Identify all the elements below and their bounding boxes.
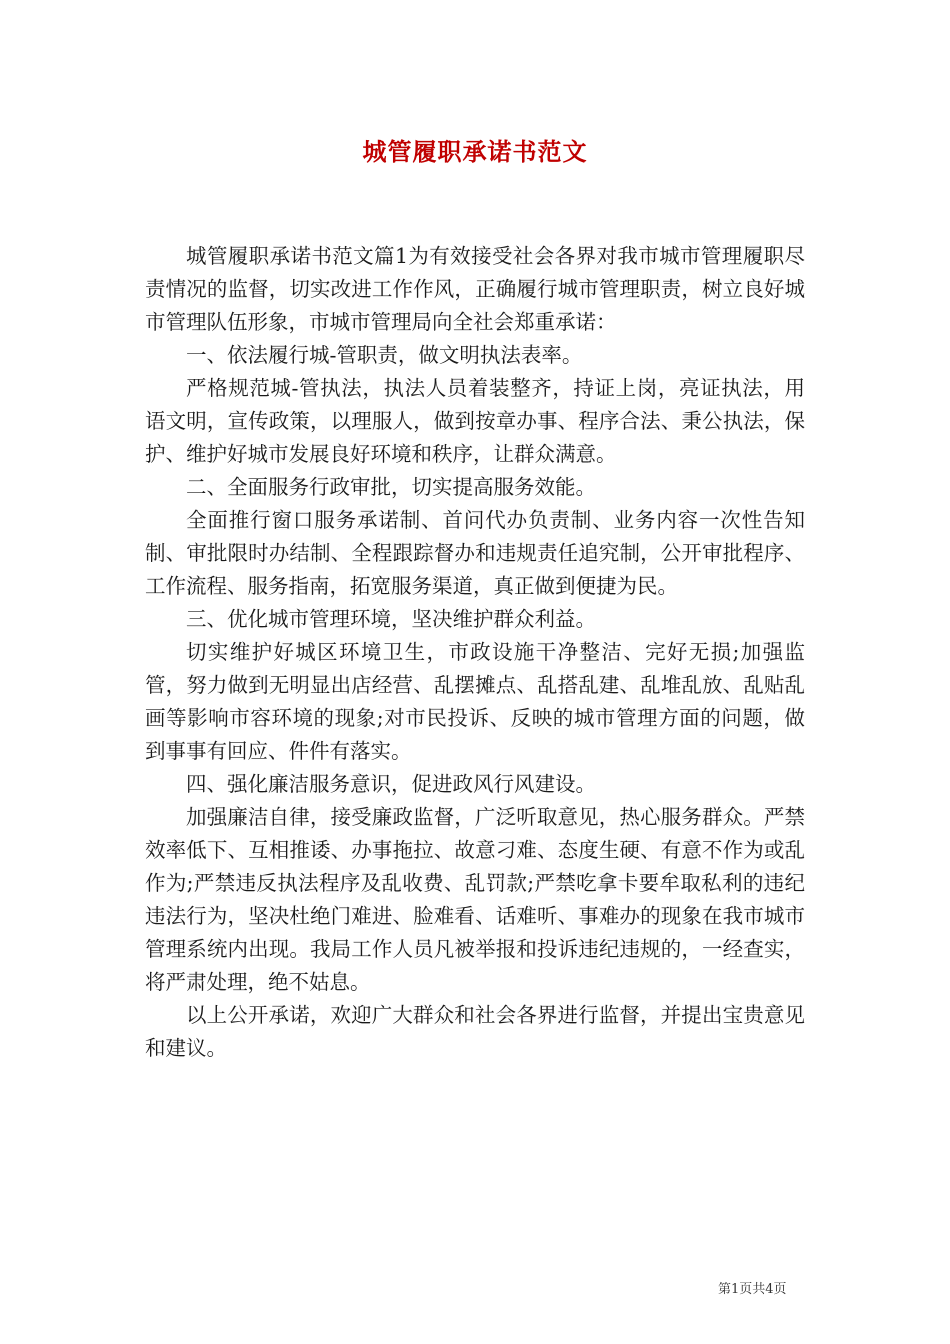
document-body (145, 240, 805, 1065)
paragraph-section-2: 全面推行窗口服务承诺制、首问代办负责制、业务内容一次性告知制、审批限时办结制、全程跟踪督办和违规责任追究制，公开审批程序、工作流程、服务指南，拓宽服务渠道，真正做到便捷为民。 (145, 508, 805, 598)
heading-section-1: 一、依法履行城-管职责，做文明执法表率。 (186, 343, 583, 367)
heading-section-4: 四、强化廉洁服务意识，促进政风行风建设。 (186, 772, 596, 796)
page-number: 第1页共4页 (718, 1282, 787, 1297)
paragraph-section-4: 加强廉洁自律，接受廉政监督，广泛听取意见，热心服务群众。严禁效率低下、互相推诿、办事拖拉、故意刁难、态度生硬、有意不作为或乱作为;严禁违反执法程序及乱收费、乱罚款;严禁吃拿卡要牟取私利的违纪违法行为，坚决杜绝门难进、脸难看、话难听、事难办的现象在我市城市管理系统内出现。我局工作人员凡被举报和投诉违纪违规的，一经查实，将严肃处理，绝不姑息。 (145, 805, 805, 994)
document-title: 城管履职承诺书范文 (362, 137, 588, 166)
paragraph-section-1: 严格规范城-管执法，执法人员着装整齐，持证上岗，亮证执法，用语文明，宣传政策，以理服人，做到按章办事、程序合法、秉公执法，保护、维护好城市发展良好环境和秩序，让群众满意。 (145, 376, 805, 466)
heading-section-3: 三、优化城市管理环境，坚决维护群众利益。 (186, 607, 596, 631)
paragraph-intro: 城管履职承诺书范文篇1为有效接受社会各界对我市城市管理履职尽责情况的监督，切实改进工作作风，正确履行城市管理职责，树立良好城市管理队伍形象，市城市管理局向全社会郑重承诺： (145, 244, 805, 334)
heading-section-2: 二、全面服务行政审批，切实提高服务效能。 (186, 475, 596, 499)
paragraph-section-3: 切实维护好城区环境卫生，市政设施干净整洁、完好无损;加强监管，努力做到无明显出店经营、乱摆摊点、乱搭乱建、乱堆乱放、乱贴乱画等影响市容环境的现象;对市民投诉、反映的城市管理方面的问题，做到事事有回应、件件有落实。 (145, 640, 805, 763)
paragraph-closing: 以上公开承诺，欢迎广大群众和社会各界进行监督，并提出宝贵意见和建议。 (145, 1003, 805, 1060)
